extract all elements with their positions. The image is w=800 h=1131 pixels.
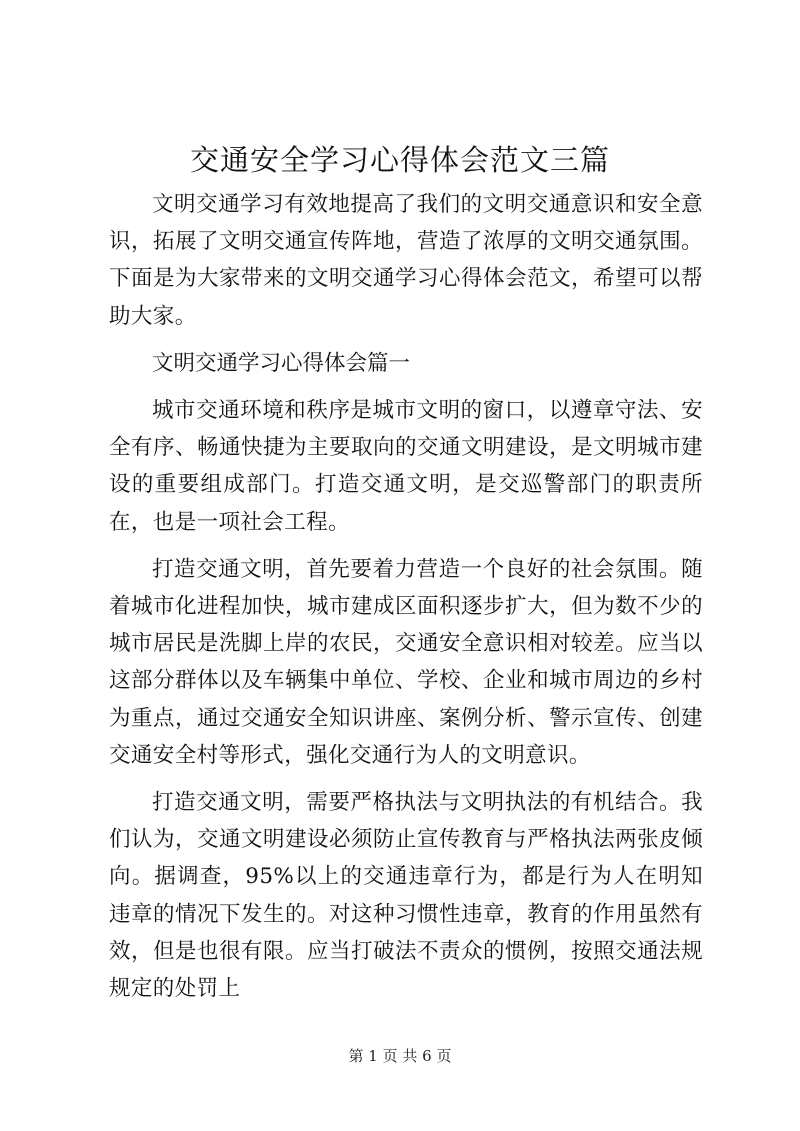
paragraph-gap (109, 335, 703, 345)
body-paragraph-2: 打造交通文明，首先要着力营造一个良好的社会氛围。随着城市化进程加快，城市建成区面积逐步扩大，但为数不少的城市居民是洗脚上岸的农民，交通安全意识相对较差。应当以这部分群体以及车辆集中单位、学校、企业和城市周边的乡村为重点，通过交通安全知识讲座、案例分析、警示宣传、创建交通安全村等形式，强化交通行为人的文明意识。 (109, 556, 703, 768)
body-paragraph-3: 打造交通文明，需要严格执法与文明执法的有机结合。我们认为，交通文明建设必须防止宣传教育与严格执法两张皮倾向。据调查，95%以上的交通违章行为，都是行为人在明知违章的情况下发生的。对这种习惯性违章，教育的作用虽然有效，但是也很有限。应当打破法不责众的惯例，按照交通法规规定的处罚上 (109, 790, 703, 1002)
paragraph-gap (109, 382, 703, 392)
paragraph-gap (109, 541, 703, 551)
paragraph-gap (109, 774, 703, 784)
page-number-footer: 第 1 页 共 6 页 (348, 1047, 452, 1065)
document-body (109, 186, 703, 1007)
document-title: 交通安全学习心得体会范文三篇 (189, 143, 610, 177)
body-paragraph-1: 城市交通环境和秩序是城市文明的窗口，以遵章守法、安全有序、畅通快捷为主要取向的交通文明建设，是文明城市建设的重要组成部门。打造交通文明，是交巡警部门的职责所在，也是一项社会工程。 (109, 398, 703, 535)
section-heading: 文明交通学习心得体会篇一 (152, 350, 411, 376)
intro-paragraph: 文明交通学习有效地提高了我们的文明交通意识和安全意识，拓展了文明交通宣传阵地，营造了浓厚的文明交通氛围。下面是为大家带来的文明交通学习心得体会范文，希望可以帮助大家。 (109, 192, 703, 329)
